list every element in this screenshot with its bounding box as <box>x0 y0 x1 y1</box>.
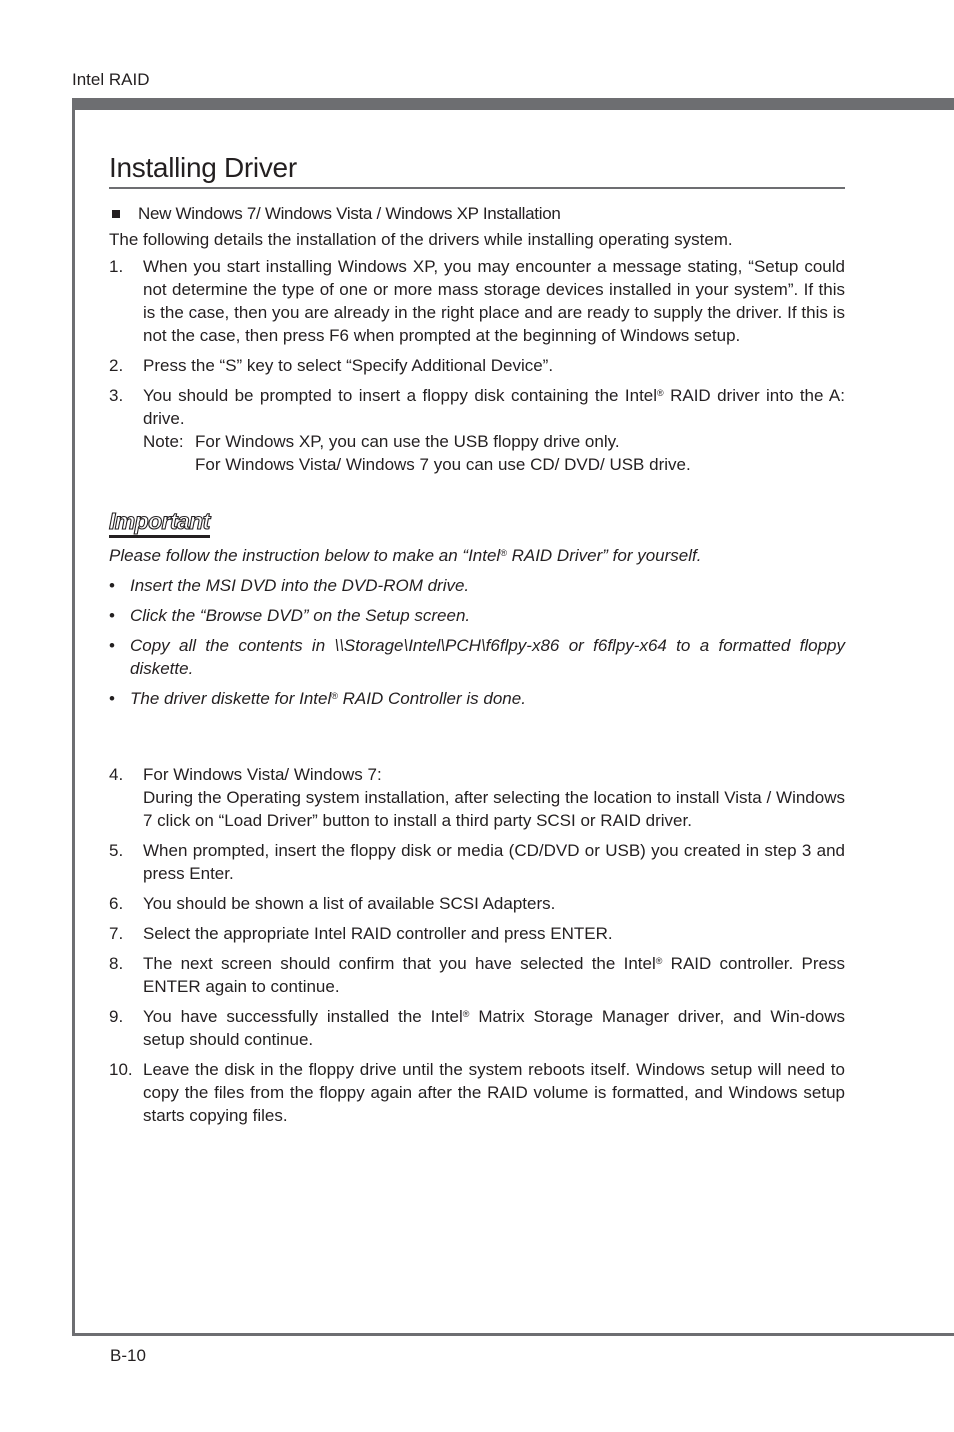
important-intro <box>109 544 845 567</box>
step-number: 9. <box>109 1007 124 1026</box>
registered-mark: ® <box>655 956 663 966</box>
step-subheading: For Windows Vista/ Windows 7: <box>143 765 382 784</box>
list-item <box>109 354 845 377</box>
list-item <box>109 763 845 832</box>
step-text-part: The next screen should confirm that you have selected the Intel <box>143 954 656 973</box>
bullet-text-part: The driver diskette for Intel <box>130 689 332 708</box>
bottom-border <box>72 1333 954 1336</box>
step-text: Leave the disk in the floppy drive until the system reboots itself. Windows setup will need to copy the files from the floppy again after the RAID volume is formatted, and Windows setup starts copying files. <box>143 1060 845 1125</box>
bullet-text-part: RAID Controller is done. <box>337 689 526 708</box>
step-text-part: RAID controller. Press ENTER again to continue. <box>143 954 845 996</box>
note-line: For Windows Vista/ Windows 7 you can use CD/ DVD/ USB drive. <box>195 455 691 474</box>
important-list <box>109 574 845 710</box>
bullet-icon: • <box>109 606 115 625</box>
note-label: Note: <box>143 432 184 451</box>
bullet-text: Copy all the contents in \\Storage\Intel\PCH\f6flpy-x86 or f6flpy-x64 to a formatted floppy diskette. <box>130 636 845 678</box>
list-item <box>109 952 845 998</box>
list-item <box>109 1005 845 1051</box>
bullet-text: Click the “Browse DVD” on the Setup screen. <box>130 606 471 625</box>
step-number: 2. <box>109 356 124 375</box>
section-intro: The following details the installation of the drivers while installing operating system. <box>109 230 733 249</box>
step-number: 5. <box>109 841 124 860</box>
bullet-text <box>130 687 845 710</box>
note-line: For Windows XP, you can use the USB floppy drive only. <box>195 432 620 451</box>
important-intro-part: RAID Driver” for yourself. <box>506 546 702 565</box>
important-intro-part: Please follow the instruction below to make an “Intel <box>109 546 501 565</box>
list-item <box>109 255 845 347</box>
section-heading-text: New Windows 7/ Windows Vista / Windows XP Installation <box>138 204 561 223</box>
registered-mark: ® <box>657 388 664 398</box>
step-text <box>143 1005 845 1051</box>
step-text <box>143 952 845 998</box>
list-item <box>109 634 845 680</box>
list-item <box>109 1058 845 1127</box>
page-title: Installing Driver <box>109 150 845 189</box>
note-lines <box>195 430 691 476</box>
step-text-part: RAID driver into the A: drive. <box>143 386 845 428</box>
bullet-icon: • <box>109 689 115 708</box>
step-number: 1. <box>109 257 124 276</box>
page-number: B-10 <box>110 1346 146 1365</box>
list-item <box>109 892 845 915</box>
header-bar <box>72 98 954 110</box>
steps-list-b <box>109 763 845 1127</box>
step-number: 7. <box>109 924 124 943</box>
step-text: You should be shown a list of available SCSI Adapters. <box>143 894 556 913</box>
step-body <box>143 763 845 832</box>
step-text-part: You should be prompted to insert a floppy disk containing the Intel <box>143 386 658 405</box>
step-number: 6. <box>109 894 124 913</box>
list-item <box>109 687 845 710</box>
page-content <box>109 150 845 1127</box>
step-text: During the Operating system installation, after selecting the location to install Vista / Windows 7 click on “Load Driver” button to install a third party SCSI or RAID driver. <box>143 788 845 830</box>
step-text: When prompted, insert the floppy disk or media (CD/DVD or USB) you created in step 3 and press Enter. <box>143 841 845 883</box>
list-item <box>109 922 845 945</box>
bullet-text: Insert the MSI DVD into the DVD-ROM drive. <box>130 576 470 595</box>
step-number: 10. <box>109 1060 133 1079</box>
registered-mark: ® <box>331 691 338 701</box>
step-text <box>143 384 845 430</box>
steps-list-a <box>109 255 845 476</box>
left-border <box>72 98 75 1336</box>
step-text-part: You have successfully installed the Intel <box>143 1007 463 1026</box>
bullet-icon: • <box>109 576 115 595</box>
bullet-icon: • <box>109 636 115 655</box>
section-heading <box>109 202 845 225</box>
list-item <box>109 839 845 885</box>
important-heading: Important <box>109 508 210 538</box>
step-body <box>143 384 845 476</box>
step-text: Press the “S” key to select “Specify Additional Device”. <box>143 356 554 375</box>
step-number: 8. <box>109 954 124 973</box>
registered-mark: ® <box>462 1009 470 1019</box>
list-item <box>109 604 845 627</box>
square-bullet-icon <box>112 210 120 218</box>
list-item <box>109 574 845 597</box>
list-item <box>109 384 845 476</box>
step-number: 3. <box>109 386 124 405</box>
step-text-part: Matrix Storage Manager driver, and Win-dows setup should continue. <box>143 1007 845 1049</box>
step-number: 4. <box>109 765 124 784</box>
step-text: Select the appropriate Intel RAID controller and press ENTER. <box>143 924 613 943</box>
step-text: When you start installing Windows XP, you may encounter a message stating, “Setup could not determine the type of one or more mass storage devices installed in your system”. If this is the case, then you are already in the right place and are ready to supply the driver. If this is not the case, then press F6 when prompted at the beginning of Windows setup. <box>143 257 845 345</box>
registered-mark: ® <box>500 548 507 558</box>
note <box>143 430 845 476</box>
header-title: Intel RAID <box>72 70 150 89</box>
